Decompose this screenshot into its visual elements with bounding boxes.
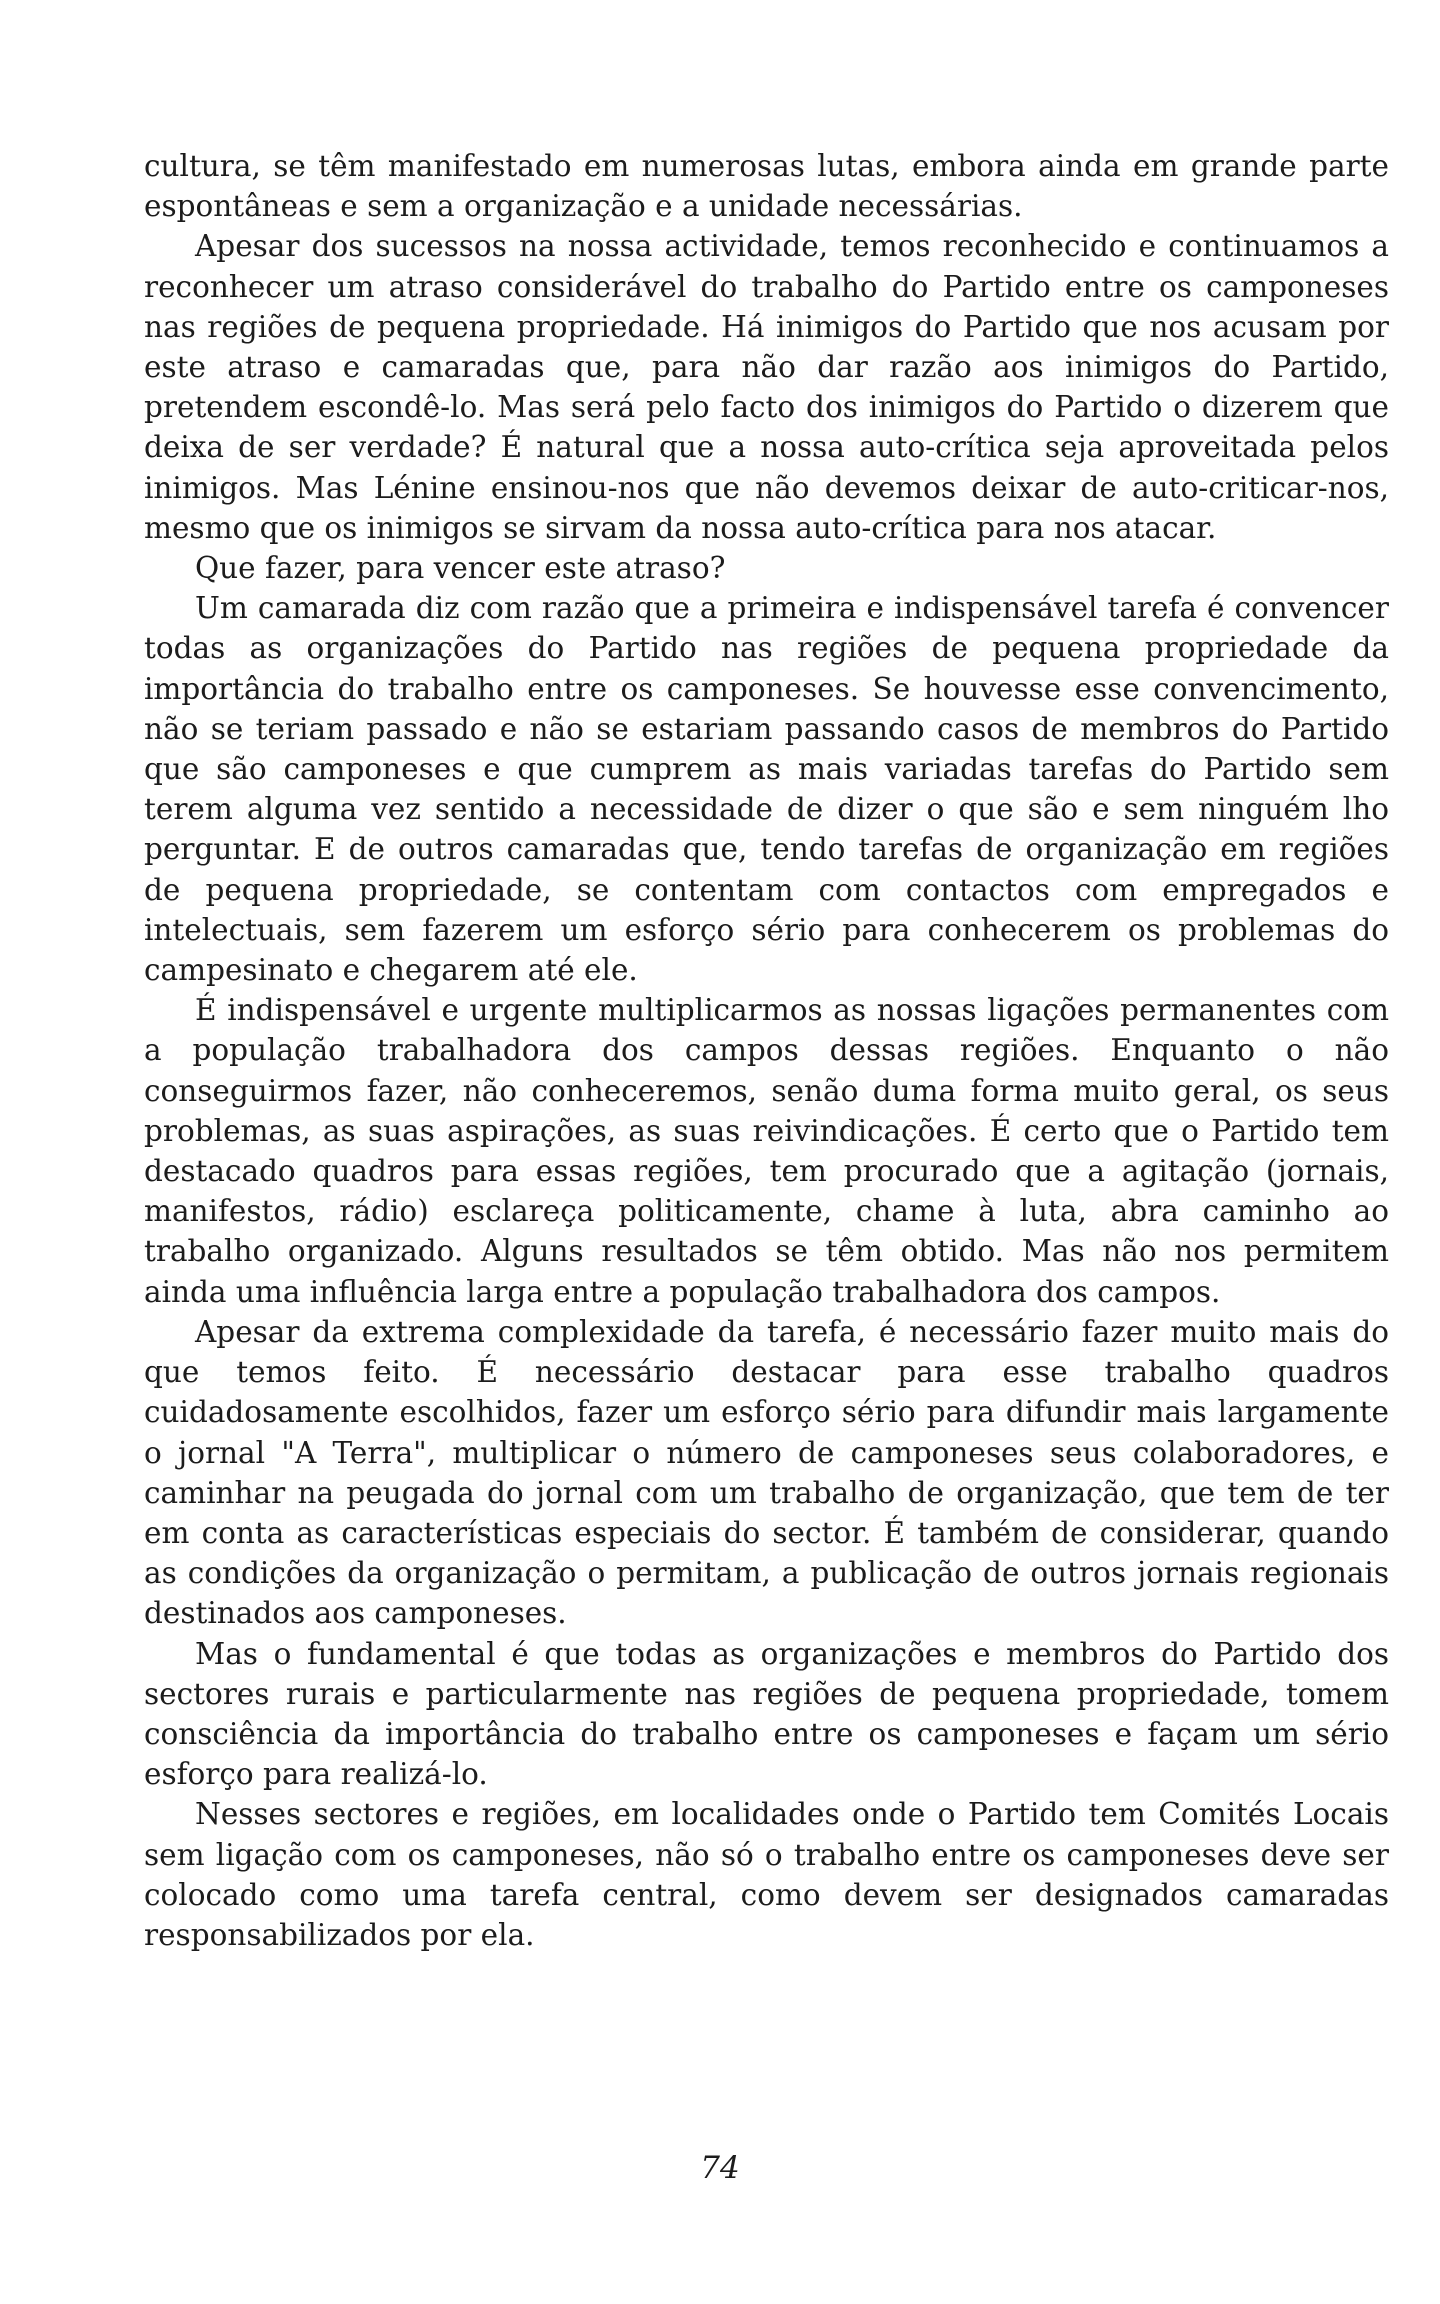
paragraph: É indispensável e urgente multiplicarmos as nossas ligações permanentes com a população trabalhadora dos campos dessas regiões. Enquanto o não conseguirmos fazer, não conheceremos, senão duma forma muito geral, os seus problemas, as suas aspirações, as suas reivindicações. É certo que o Partido tem destacado quadros para essas regiões, tem procurado que a agitação (jornais, manifestos, rádio) esclareça politicamente, chame à luta, abra caminho ao trabalho organizado. Alguns resultados se têm obtido. Mas não nos permitem ainda uma influência larga entre a população trabalhadora dos campos. xyxy=(144,993,1389,1309)
paragraph: Mas o fundamental é que todas as organizações e membros do Partido dos sectores rurais e particularmente nas regiões de pequena propriedade, tomem consciência da importância do trabalho entre os camponeses e façam um sério esforço para realizá-lo. xyxy=(144,1636,1389,1792)
page-number: 74 xyxy=(700,2150,740,2186)
paragraph: Um camarada diz com razão que a primeira e indispensável tarefa é convencer todas as organizações do Partido nas regiões de pequena propriedade da importância do trabalho entre os camponeses. Se houvesse esse convencimento, não se teriam passado e não se estariam passando casos de membros do Partido que são camponeses e que cumprem as mais variadas tarefas do Partido sem terem alguma vez sentido a necessidade de dizer o que são e sem ninguém lho perguntar. E de outros camaradas que, tendo tarefas de organização em regiões de pequena propriedade, se contentam com contactos com empregados e intelectuais, sem fazerem um esforço sério para conhecerem os problemas do campesinato e chegarem até ele. xyxy=(144,591,1389,988)
paragraph: Apesar dos sucessos na nossa actividade, temos reconhecido e continuamos a reconhecer um atraso considerável do trabalho do Partido entre os camponeses nas regiões de pequena propriedade. Há inimigos do Partido que nos acusam por este atraso e camaradas que, para não dar razão aos inimigos do Partido, pretendem escondê-lo. Mas será pelo facto dos inimigos do Partido o dizerem que deixa de ser verdade? É natural que a nossa auto-crítica seja aproveitada pelos inimigos. Mas Lénine ensinou-nos que não devemos deixar de auto-criticar-nos, mesmo que os inimigos se sirvam da nossa auto-crítica para nos atacar. xyxy=(144,229,1389,545)
paragraph: Apesar da extrema complexidade da tarefa, é necessário fazer muito mais do que temos feito. É necessário destacar para esse trabalho quadros cuidadosamente escolhidos, fazer um esforço sério para difundir mais largamente o jornal "A Terra", multiplicar o número de camponeses seus colaboradores, e caminhar na peugada do jornal com um trabalho de organização, que tem de ter em conta as características especiais do sector. É também de considerar, quando as condições da organização o permitam, a publicação de outros jornais regionais destinados aos camponeses. xyxy=(144,1314,1389,1631)
paragraph-question: Que fazer, para vencer este atraso? xyxy=(195,551,726,586)
body-text xyxy=(144,146,1389,1955)
paragraph: Nesses sectores e regiões, em localidades onde o Partido tem Comités Locais sem ligação com os camponeses, não só o trabalho entre os camponeses deve ser colocado como uma tarefa central, como devem ser designados camaradas responsabilizados por ela. xyxy=(144,1797,1389,1952)
paragraph-continuation: cultura, se têm manifestado em numerosas lutas, embora ainda em grande parte espontâneas e sem a organização e a unidade necessárias. xyxy=(144,149,1389,224)
